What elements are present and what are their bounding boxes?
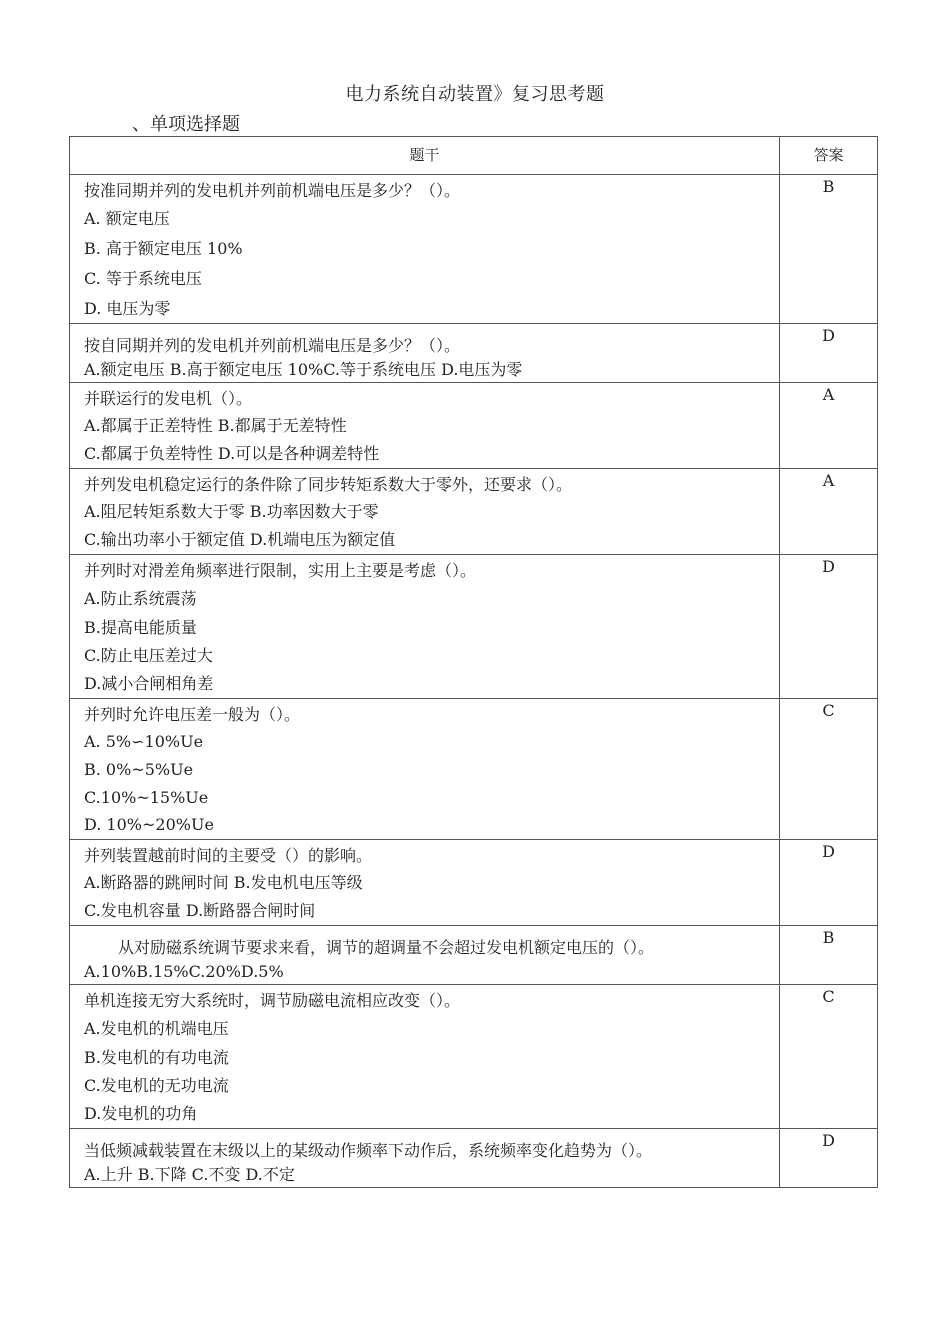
question-stem: 并列发电机稳定运行的条件除了同步转矩系数大于零外，还要求（）。 <box>84 475 573 494</box>
question-option: B.提高电能质量 <box>84 618 197 637</box>
question-table <box>69 136 878 1188</box>
question-cell <box>70 555 780 699</box>
question-cell <box>70 699 780 840</box>
question-option: C. 等于系统电压 <box>84 269 202 288</box>
table-row <box>70 469 878 555</box>
question-option: A.防止系统震荡 <box>84 589 197 608</box>
table-row <box>70 555 878 699</box>
table-row <box>70 699 878 840</box>
question-option: B.发电机的有功电流 <box>84 1048 229 1067</box>
question-option: A.额定电压 B.高于额定电压 10%C.等于系统电压 D.电压为零 <box>84 360 523 379</box>
question-option: D. 10%~20%Ue <box>84 815 214 834</box>
question-cell <box>70 926 780 985</box>
table-header-row <box>70 137 878 175</box>
answer-cell: D <box>780 555 878 699</box>
table-row <box>70 985 878 1129</box>
table-row <box>70 840 878 926</box>
question-option: A.断路器的跳闸时间 B.发电机电压等级 <box>84 873 363 892</box>
question-cell <box>70 840 780 926</box>
question-stem: 按自同期并列的发电机并列前机端电压是多少？（）。 <box>84 336 461 355</box>
answer-cell: C <box>780 699 878 840</box>
question-cell <box>70 175 780 324</box>
answer-cell: D <box>780 1129 878 1188</box>
question-option: A.发电机的机端电压 <box>84 1019 229 1038</box>
question-option: A.10%B.15%C.20%D.5% <box>84 962 284 981</box>
question-option: C.都属于负差特性 D.可以是各种调差特性 <box>84 444 380 463</box>
question-stem: 并联运行的发电机（）。 <box>84 389 253 408</box>
question-stem: 单机连接无穷大系统时，调节励磁电流相应改变（）。 <box>84 991 461 1010</box>
question-option: C.防止电压差过大 <box>84 646 213 665</box>
question-stem: 从对励磁系统调节要求来看，调节的超调量不会超过发电机额定电压的（）。 <box>118 938 655 957</box>
question-cell <box>70 469 780 555</box>
question-cell <box>70 985 780 1129</box>
page-title: 电力系统自动装置》复习思考题 <box>345 84 605 105</box>
answer-cell: A <box>780 383 878 469</box>
question-option: D.发电机的功角 <box>84 1104 198 1123</box>
question-option: D.减小合闸相角差 <box>84 674 214 693</box>
table-row <box>70 383 878 469</box>
question-stem: 并列时对滑差角频率进行限制，实用上主要是考虑（）。 <box>84 561 477 580</box>
question-stem: 并列装置越前时间的主要受（）的影响。 <box>84 846 373 865</box>
header-question: 题干 <box>70 137 780 175</box>
question-option: B. 0%~5%Ue <box>84 760 194 779</box>
table-row <box>70 926 878 985</box>
answer-cell: D <box>780 324 878 383</box>
question-option: A.阻尼转矩系数大于零 B.功率因数大于零 <box>84 502 379 521</box>
answer-cell: B <box>780 926 878 985</box>
question-option: A. 5%∽10%Ue <box>84 732 204 751</box>
question-option: B. 高于额定电压 10% <box>84 239 243 258</box>
answer-cell: A <box>780 469 878 555</box>
question-option: C.10%~15%Ue <box>84 788 209 807</box>
answer-cell: C <box>780 985 878 1129</box>
table-row <box>70 324 878 383</box>
table-row <box>70 1129 878 1188</box>
table-row <box>70 175 878 324</box>
question-option: A. 额定电压 <box>84 209 170 228</box>
section-heading: 、单项选择题 <box>132 114 240 135</box>
question-option: C.发电机容量 D.断路器合闸时间 <box>84 901 316 920</box>
question-stem: 按准同期并列的发电机并列前机端电压是多少？（）。 <box>84 181 461 200</box>
question-cell <box>70 1129 780 1188</box>
question-option: D. 电压为零 <box>84 299 171 318</box>
question-stem: 并列时允许电压差一般为（）。 <box>84 705 301 724</box>
answer-cell: D <box>780 840 878 926</box>
question-cell <box>70 324 780 383</box>
header-answer: 答案 <box>780 137 878 175</box>
question-cell <box>70 383 780 469</box>
question-option: C.输出功率小于额定值 D.机端电压为额定值 <box>84 530 396 549</box>
question-option: C.发电机的无功电流 <box>84 1076 229 1095</box>
question-stem: 当低频减载装置在末级以上的某级动作频率下动作后，系统频率变化趋势为（）。 <box>84 1141 653 1160</box>
answer-cell: B <box>780 175 878 324</box>
question-option: A.上升 B.下降 C.不变 D.不定 <box>84 1165 295 1184</box>
question-option: A.都属于正差特性 B.都属于无差特性 <box>84 416 347 435</box>
